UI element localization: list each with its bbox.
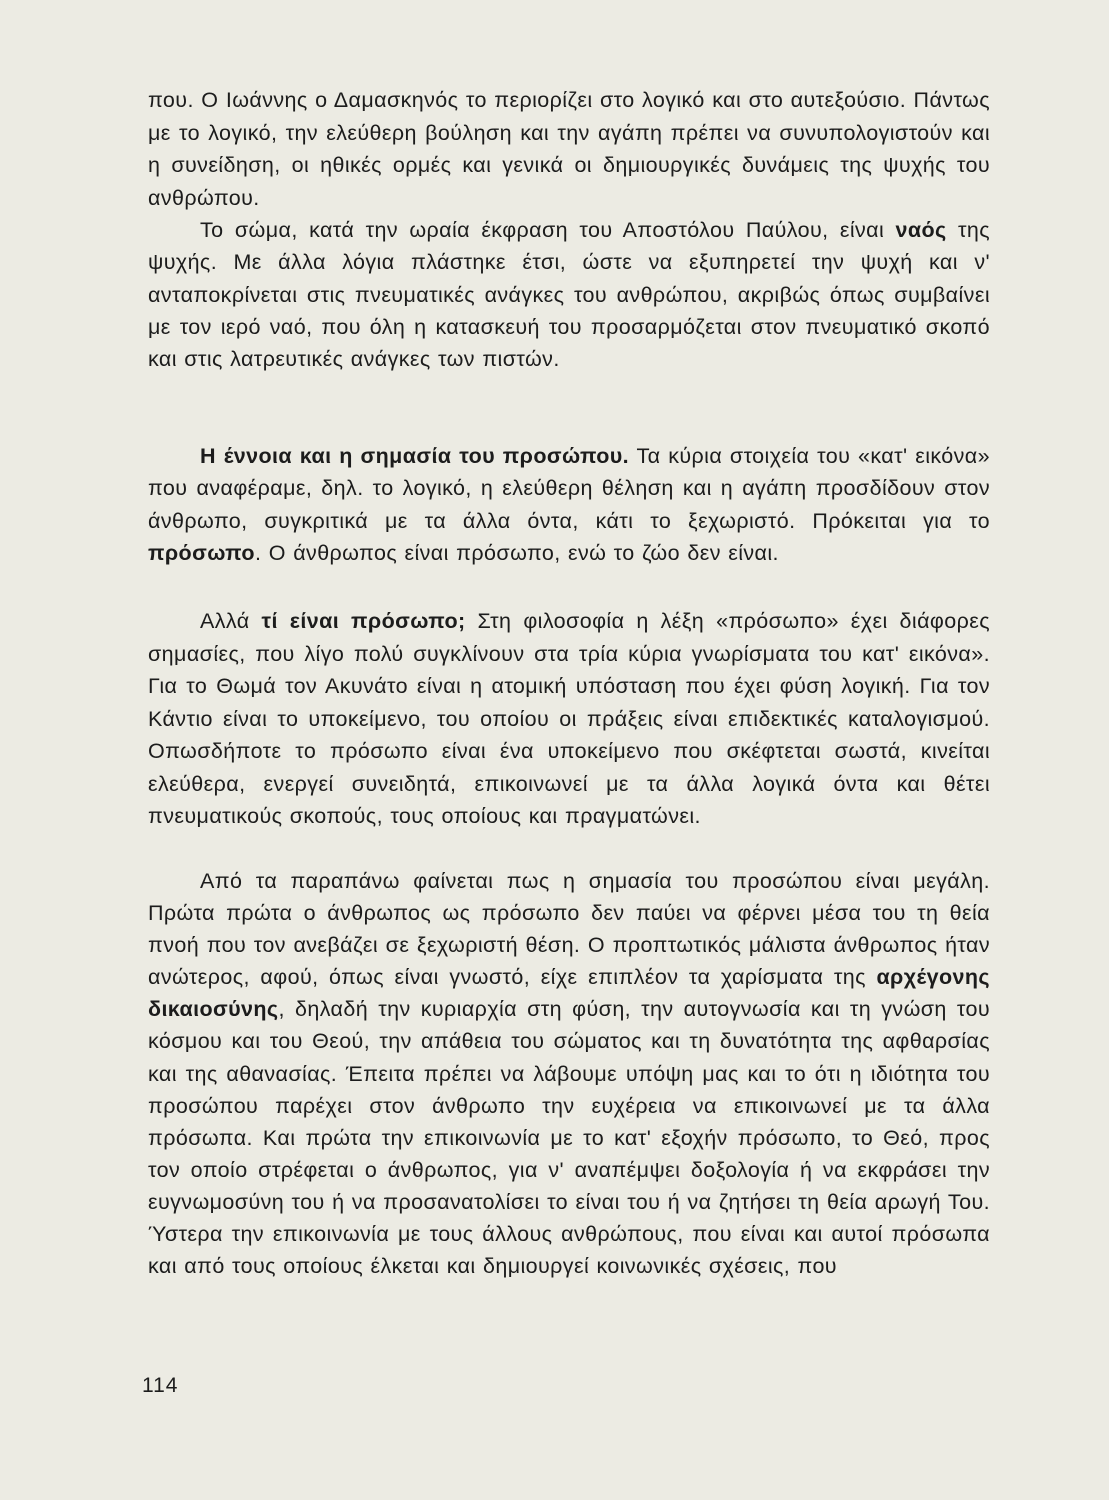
text-span: της ψυχής. Με άλλα λόγια πλάστηκε έτσι, ώστε να εξυπηρετεί την ψυχή και ν' ανταποκρίνεται στις πνευματικές ανάγκες του ανθρώπου, ακριβώς όπως συμβαίνει με τον ιερό ναό, που όλη η κατασκευή του προσαρμόζεται στον πνευματικό σκοπό και στις λατρευτικές ανάγκες των πιστών. [148, 218, 990, 372]
paragraph-1 [148, 84, 990, 214]
paragraph-text [148, 440, 990, 570]
bold-question: τί είναι πρόσωπο; [261, 609, 466, 633]
section-heading: Η έννοια και η σημασία του προσώπου. [200, 444, 630, 468]
paragraph-text [148, 84, 990, 214]
paragraph-5 [148, 865, 990, 1282]
text-span: , δηλαδή την κυριαρχία στη φύση, την αυτογνωσία και τη γνώση του κόσμου και του Θεού, την απάθεια του σώματος και τη δυνατότητα της αφθαρσίας και της αθανασίας. Έπειτα πρέπει να λάβουμε υπόψη μας και το ότι η ιδιότητα του προσώπου παρέχει στον άνθρωπο την ευχέρεια να επικοινωνεί με τα άλλα πρόσωπα. Και πρώτα την επικοινωνία με το κατ' εξοχήν πρόσωπο, το Θεό, προς τον οποίο στρέφεται ο άνθρωπος, για ν' αναπέμψει δοξολογία ή να εκφράσει την ευγνωμοσύνη του ή να προσανατολίσει το είναι του ή να ζητήσει τη θεία αρωγή Του. Ύστερα την επικοινωνία με τους άλλους ανθρώπους, που είναι και αυτοί πρόσωπα και από τους οποίους έλκεται και δημιουργεί κοινωνικές σχέσεις, που [148, 997, 990, 1279]
text-span: Τα κύρια στοιχεία του «κατ' εικόνα» που αναφέραμε, δηλ. το λογικό, η ελεύθερη θέληση και η αγάπη προσδίδουν στον άνθρωπο, συγκριτικά με τα άλλα όντα, κάτι το ξεχωριστό. Πρόκειται για το [148, 444, 990, 533]
paragraph-4 [148, 605, 990, 833]
paragraph-3 [148, 440, 990, 570]
paragraph-text [148, 865, 990, 1282]
bold-term-dikaiosyni: αρχέγονης δικαιοσύνης [148, 965, 990, 1022]
text-span: Αλλά [200, 609, 262, 633]
paragraph-text [148, 605, 990, 833]
paragraph-text [148, 214, 990, 375]
bold-term-prosopo: πρόσωπο [148, 541, 255, 566]
text-span: που. Ο Ιωάννης ο Δαμασκηνός το περιορίζει στο λογικό και στο αυτεξούσιο. Πάντως με το λογικό, την ελεύθερη βούληση και την αγάπη πρέπει να συνυπολογιστούν και η συνείδηση, οι ηθικές ορμές και γενικά οι δημιουργικές δυνάμεις της ψυχής του ανθρώπου. [148, 88, 990, 210]
bold-term-naos: ναός [895, 218, 947, 242]
text-span: Στη φιλοσοφία η λέξη «πρόσωπο» έχει διάφορες σημασίες, που λίγο πολύ συγκλίνουν στα τρία κύρια γνωρίσματα του κατ' εικόνα». Για το Θωμά τον Ακυνάτο είναι η ατομική υπόσταση που έχει φύση λογική. Για τον Κάντιο είναι το υποκείμενο, του οποίου οι πράξεις είναι επιδεκτικές καταλογισμού. Οπωσδήποτε το πρόσωπο είναι ένα υποκείμενο που σκέφτεται σωστά, κινείται ελεύθερα, ενεργεί συνειδητά, επικοινωνεί με τα άλλα λογικά όντα και θέτει πνευματικούς σκοπούς, τους οποίους και πραγματώνει. [148, 609, 990, 828]
text-span: . Ο άνθρωπος είναι πρόσωπο, ενώ το ζώο δεν είναι. [254, 541, 779, 566]
text-span: Το σώμα, κατά την ωραία έκφραση του Αποστόλου Παύλου, είναι [200, 218, 896, 242]
text-span: Από τα παραπάνω φαίνεται πως η σημασία του προσώπου είναι μεγάλη. Πρώτα πρώτα ο άνθρωπος ως πρόσωπο δεν παύει να φέρνει μέσα του τη θεία πνοή που τον ανεβάζει σε ξεχωριστή θέση. Ο προπτωτικός μάλιστα άνθρωπος ήταν ανώτερος, αφού, όπως είναι γνωστό, είχε επιπλέον τα χαρίσματα της [148, 869, 990, 990]
page-number: 114 [142, 1374, 179, 1397]
paragraph-2 [148, 214, 990, 375]
